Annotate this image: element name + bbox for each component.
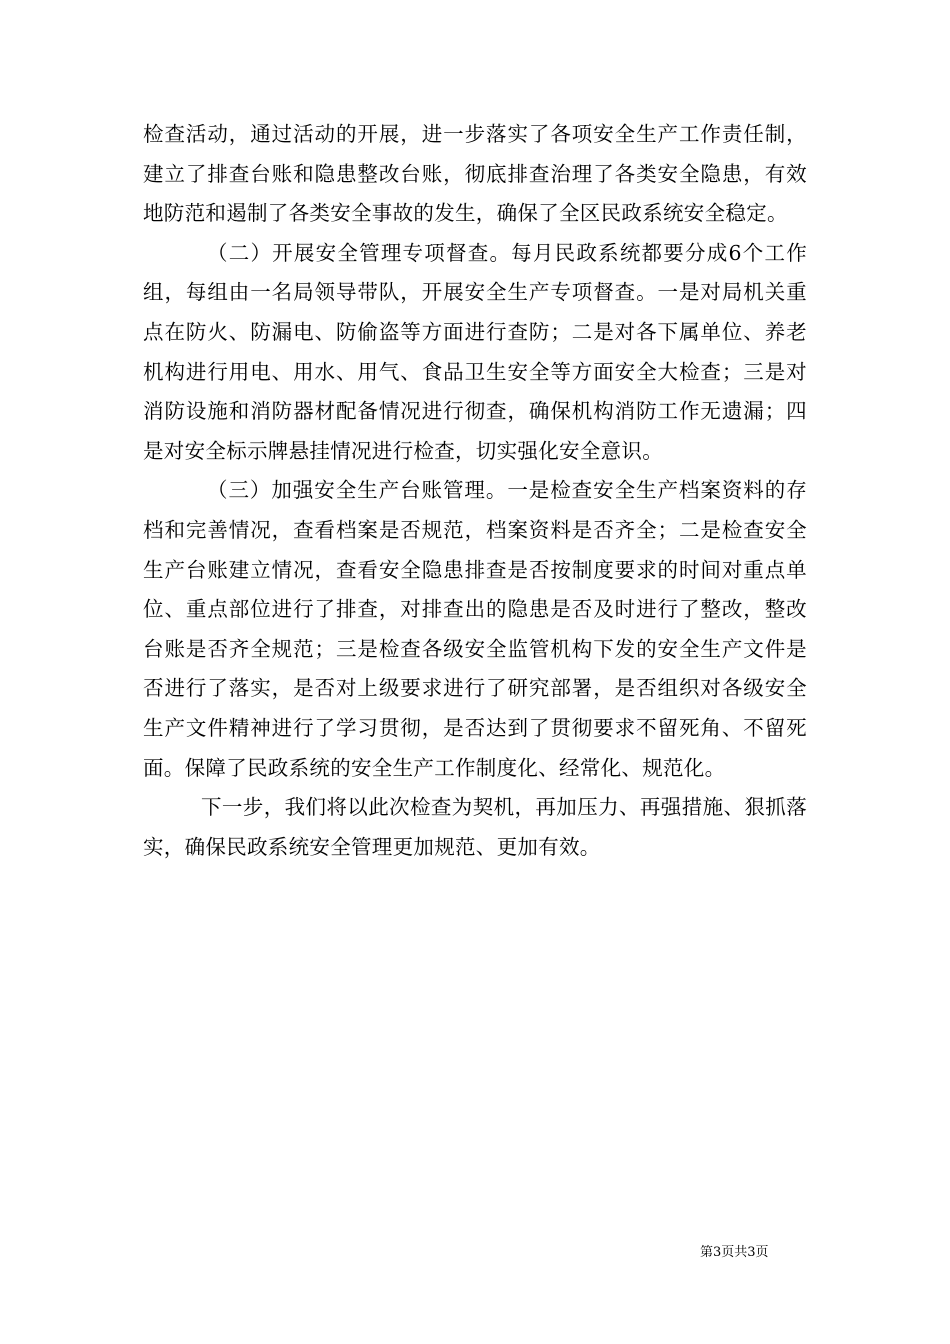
page-number: 第3页共3页 <box>700 1245 769 1260</box>
paragraph-section-3: （三）加强安全生产台账管理。一是检查安全生产档案资料的存档和完善情况，查看档案是否规范，档案资料是否齐全；二是检查安全生产台账建立情况，查看安全隐患排查是否按制度要求的时间对重点单位、重点部位进行了排查，对排查出的隐患是否及时进行了整改，整改台账是否齐全规范；三是检查各级安全监管机构下发的安全生产文件是否进行了落实，是否对上级要求进行了研究部署，是否组织对各级安全生产文件精神进行了学习贯彻，是否达到了贯彻要求不留死角、不留死面。保障了民政系统的安全生产工作制度化、经常化、规范化。 <box>143 478 807 780</box>
paragraph-section-2: （二）开展安全管理专项督查。每月民政系统都要分成6个工作组，每组由一名局领导带队，开展安全生产专项督查。一是对局机关重点在防火、防漏电、防偷盗等方面进行查防；二是对各下属单位、养老机构进行用电、用水、用气、食品卫生安全等方面安全大检查；三是对消防设施和消防器材配备情况进行彻查，确保机构消防工作无遗漏；四是对安全标示牌悬挂情况进行检查，切实强化安全意识。 <box>143 240 807 463</box>
paragraph-next-steps: 下一步，我们将以此次检查为契机，再加压力、再强措施、狠抓落实，确保民政系统安全管理更加规范、更加有效。 <box>143 795 807 859</box>
paragraph-continuation: 检查活动，通过活动的开展，进一步落实了各项安全生产工作责任制，建立了排查台账和隐患整改台账，彻底排查治理了各类安全隐患，有效地防范和遏制了各类安全事故的发生，确保了全区民政系统安全稳定。 <box>143 122 807 226</box>
document-body <box>143 115 807 867</box>
